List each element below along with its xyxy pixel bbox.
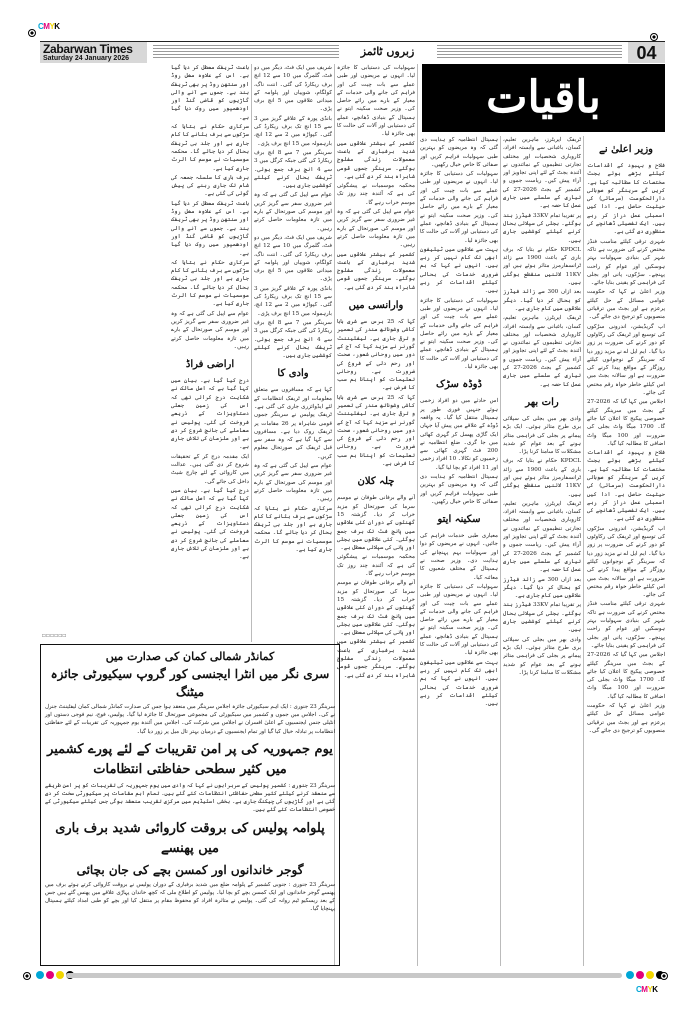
subheading-doda-road: ڈوڈہ سڑک [436,379,482,391]
article-paragraph: آنے والے برفانی طوفان نے موسم سرما کی صورتحال کو مزید خراب کر دیا۔ گزشتہ 15 گھنٹوں کے دوران کئی علاقوں میں پانچ فٹ تک برف جمع ہوگئی۔ کئی علاقوں میں بجلی اور پانی کی سپلائی معطل ہے۔ [337,580,415,637]
masthead-rule-lines [437,45,623,60]
yellow-swatch [56,971,64,979]
article-paragraph: اپ گریڈیشن، اندرونی سڑکوں کی توسیع اور ٹریفک کی رکاوٹوں کو دور کرنے کی ضرورت پر زور دیا گیا۔ ایم ایل اے نے مزید زور دیا کہ سرینگر کے نوجوانوں کیلئے روزگار کے مواقع پیدا کرنے کی ضرورت ہے اور سالانہ بجٹ میں اس کیلئے خاطر خواہ رقم مختص کی جائے۔ [587,525,665,599]
section-banner-title: باقیات [486,72,601,123]
section-banner [422,64,665,132]
article-paragraph: ہسپتال انتظامیہ کو ہدایت دی گئی کہ وہ مریضوں کو بہترین طبی سہولیات فراہم کریں اور صفائی کا خاص خیال رکھیں۔ [420,473,498,505]
cyan-swatch [36,971,44,979]
column-divider [417,64,418,966]
column-divider [251,64,252,642]
column-5 [254,64,332,642]
article-paragraph: عوام سے اپیل کی گئی ہے کہ وہ غیر ضروری سفر سے گریز کریں اور موسم کی صورتحال کے بارے میں تازہ معلومات حاصل کرتے رہیں۔ [254,463,332,503]
newspaper-name: Zabarwan Times [43,41,133,56]
yellow-swatch [646,971,654,979]
article-paragraph: ایک مقدمہ درج کر کے تحقیقات شروع کر دی گئی ہیں۔ عدالت میں کاروائی کے لئے چارج شیٹ داخل کی جائے گی۔ [171,453,249,485]
article-paragraph: ٹریفک اپریٹرز، ماہرین تعلیم، کسان، باغبانی سے وابستہ افراد، کاروباری شخصیات اور مختلف تجارتی تنظیموں کے نمائندوں نے آئندہ بجٹ کے لئے اپنی تجاویز اور آراء پیش کیں۔ ریاست جموں و کشمیر کے بجٹ 2026-27 کی تیاری کے سلسلے میں جاری عمل کا حصہ ہے۔ [503,500,581,574]
article-paragraph: ٹریفک اپریٹرز، ماہرین تعلیم، کسان، باغبانی سے وابستہ افراد، کاروباری شخصیات اور مختلف تجارتی تنظیموں کے نمائندوں نے آئندہ بجٹ کے لئے اپنی تجاویز اور آراء پیش کیں۔ ریاست جموں و کشمیر کے بجٹ 2026-27 کی تیاری کے سلسلے میں جاری عمل کا حصہ ہے۔ [503,315,581,388]
article-paragraph: بانڈی پورہ کے علاقے گریز میں 3 سے 15 انچ تک برف ریکارڈ کی گئی۔ کپواڑہ میں 2 سے 12 انچ، بارہمولہ میں 15 انچ برف پڑی۔ [254,115,332,147]
article-paragraph: سہولیات کی دستیابی کا جائزہ لیا۔ انہوں نے مریضوں اور طبی عملے سے بات چیت کی اور فراہم کی جانے والی خدمات کے معیار کے بارے میں رائے حاصل کی۔ وزیر صحت سکینہ ایتو نے ہسپتال کے بنیادی ڈھانچے، عملے کی دستیابی اور آلات کی حالت کا بھی جائزہ لیا۔ [420,583,498,657]
article-paragraph: بہت سے علاقوں میں ٹیلیفون ابھی تک کام نہیں کر رہے ہیں۔ انہوں نے کہا کہ ہم ضروری خدمات کی بحالی کیلئے اقدامات کر رہے ہیں۔ [420,246,498,295]
article-paragraph: سرینگر میں 7 سے 8 انچ برف ریکارڈ کی گئی جبکہ کرگل میں 3 سے 4 انچ برف جمع ہوئی۔ ٹریفک بحال کرنے کیلئے کوششیں جاری ہیں۔ [254,149,332,190]
article-paragraph: سرینگر میں 7 سے 8 انچ برف ریکارڈ کی گئی جبکہ کرگل میں 3 سے 4 انچ برف جمع ہوئی۔ ٹریفک بحال کرنے کیلئے کوششیں جاری ہیں۔ [254,319,332,360]
article-end-mark: ☐☐☐☐☐☐ [42,632,67,639]
column-4 [337,64,415,966]
magenta-swatch [636,971,644,979]
masthead-left-block [40,42,147,63]
box-article-text: سرینگر 23 جنوری : کشمیر پولیس کے سربراہوں نے کہا کہ وادی میں یوم جمہوریہ کی تقریبات کو پر امن طریقے سے منعقد کرنے کیلئے کثیر سطحی حفاظتی انتظامات کئے گئے ہیں۔ تمام اہم مقامات پر سیکیورٹی سخت کر دی گئی ہے اور گاڑیوں کی چیکنگ جاری ہے۔ بخشی اسٹیڈیم میں مرکزی تقریب منعقد ہوگی جس کیلئے سیکیورٹی کے خصوصی انتظامات کئے گئے ہیں۔ [45,782,335,814]
article-paragraph: درج کیا گیا ہے۔ بیان میں کہا گیا ہے کہ اصل مالک نے شکایت درج کرائی تھی کہ اس کی زمین جعلی دستاویزات کے ذریعے فروخت کی گئی۔ پولیس نے معاملے کی جانچ شروع کر دی ہے اور ملزمان کی تلاش جاری ہے۔ [171,487,249,561]
article-paragraph: ہسپتال انتظامیہ کو ہدایت دی گئی کہ وہ مریضوں کو بہترین طبی سہولیات فراہم کریں اور صفائی کا خاص خیال رکھیں۔ [420,137,498,168]
print-color-bar [66,973,622,978]
box-headline-republic-day: یوم جمہوریہ کی پر امن تقریبات کے لئے پورے کشمیر میں کثیر سطحی حفاظتی انتظامات [47,741,333,777]
article-paragraph: عوام سے اپیل کی گئی ہے کہ وہ غیر ضروری سفر سے گریز کریں اور موسم کی صورتحال کے بارے میں تازہ معلومات حاصل کرتے رہیں۔ [254,192,332,232]
article-paragraph: کہا ہے کہ مسافروں سے متعلق معلومات اور ٹریفک انتظامات کے لئے ایڈوائزری جاری کی گئی ہے۔ ٹریفک پولیس نے سرینگر جموں قومی شاہراہ پر 26 مقامات پر ٹریفک روک دیا ہے۔ مسافروں سے کہا گیا ہے کہ وہ سفر سے قبل ٹریفک کی صورتحال معلوم کریں۔ [254,387,332,460]
issue-date: Saturday 24 January 2026 [43,54,129,62]
article-paragraph: فلاح و بہبود کے اقدامات کیلئے بڑھے ہوئے بجٹ مختصات کا مطالبہ کیا ہے۔ کریں گے سرینگر کو صوبائی دارالحکومت (سرمائی) کی حیثیت حاصل ہے۔ ادا کیں اسمبلی عمل دراز کر رہے ہیں۔ ایک تفصیلی ڈھانچے کی منظوری دی گئی ہے۔ [587,450,665,523]
column-6 [171,64,249,630]
masthead [40,41,665,63]
box-headline-pulwama-police: پلوامہ پولیس کی بروقت کاروائی شدید برف باری میں پھنسے [55,820,325,856]
article-paragraph: سرکاری حکام نے بتایا کہ سڑکوں سے برف ہٹانے کا کام جاری ہے اور جلد ہی ٹریفک بحال کر دیا جائے گا۔ محکمہ موسمیات نے موسم کا الرٹ جاری کیا ہے۔ [254,505,332,554]
article-paragraph: شہری ترقی کیلئے مناسب فنڈز مختص کرنے کی ضرورت ہے تاکہ شہر کی بنیادی سہولیات بہتر ہوسکیں اور عوام کو راحت پہنچے۔ سڑکوں، پانی اور بجلی کی فراہمی کو یقینی بنایا جائے۔ [587,238,665,287]
article-paragraph: محکمہ موسمیات نے پیشگوئی کی ہے کہ آئندہ چند روز تک موسم خراب رہے گا۔ [337,554,415,578]
article-paragraph: شریف میں ایک فٹ، دیگر میں دو فٹ، گلمرگ میں 10 سے 12 انچ برف ریکارڈ کی گئی۔ اننت ناگ، کولگام، شوپیاں اور پلوامہ کے میدانی علاقوں میں 5 انچ برف پڑی۔ [254,234,332,283]
box-article-text: سرینگر 23 جنوری : جنوبی کشمیر کے پلوامہ ضلع میں شدید برفباری کے دوران پولیس نے بروقت کاروائی کرتے ہوئے برف میں پھنسے گوجر خاندانوں اور ایک کمسن بچے کو بچا لیا۔ پولیس کو اطلاع ملی کہ کچھ خاندان پہاڑی علاقے میں پھنس گئے ہیں جس کے بعد ریسکیو ٹیم روانہ کی گئی۔ پولیس نے متاثرہ افراد کو محفوظ مقام پر منتقل کیا اور بچے کو طبی امداد کیلئے ہسپتال پہنچایا گیا۔ [45,881,335,913]
column-divider [500,136,501,966]
article-paragraph: درج کیا گیا ہے۔ بیان میں کہا گیا ہے کہ اصل مالک نے شکایت درج کرائی تھی کہ اس کی زمین جعلی دستاویزات کے ذریعے فروخت کی گئی۔ پولیس نے معاملے کی جانچ شروع کر دی ہے اور ملزمان کی تلاش جاری ہے۔ [171,378,249,451]
article-paragraph: اپ گریڈیشن، اندرونی سڑکوں کی توسیع اور ٹریفک کی رکاوٹوں کو دور کرنے کی ضرورت پر زور دیا گیا۔ ایم ایل اے نے مزید زور دیا کہ سرینگر کے نوجوانوں کیلئے روزگار کے مواقع پیدا کرنے کی ضرورت ہے اور سالانہ بجٹ میں اس کیلئے خاطر خواہ رقم مختص کی جائے۔ [587,323,665,397]
article-paragraph: بعد ازاں 300 سے زائد فیڈرز کو بحال کر دیا گیا۔ دیگر علاقوں میں کام جاری ہے۔ [503,576,581,600]
registration-mark-top-right [650,33,658,41]
article-paragraph: سہولیات کی دستیابی کا جائزہ لیا۔ انہوں نے مریضوں اور طبی عملے سے بات چیت کی اور فراہم کی جانے والی خدمات کے معیار کے بارے میں رائے حاصل کی۔ وزیر صحت سکینہ ایتو نے ہسپتال کے بنیادی ڈھانچے، عملے کی دستیابی اور آلات کی حالت کا بھی جائزہ لیا۔ [420,297,498,371]
article-paragraph: عوام سے اپیل کی گئی ہے کہ وہ غیر ضروری سفر سے گریز کریں اور موسم کی صورتحال کے بارے میں تازہ معلومات حاصل کرتے رہیں۔ [171,310,249,350]
subheading-sakina-itoo: سکینہ ایتو [437,514,481,526]
column-3 [420,136,498,966]
article-paragraph: کہا کہ 25 برس سے شری بابا کاشی وشوناتھ مندر کی تعمیر و ترقی جاری ہے۔ لیفٹیننٹ گورنر نے مزید کہا کہ آج کے دور میں روحانی شعور، صحت اور رحم دلی کے فروغ کی ضرورت ہے۔ روحانی تعلیمات کو اپنانا ہم سب کا فرض ہے۔ [337,319,415,392]
article-paragraph: محکمہ موسمیات نے پیشگوئی کی ہے کہ آئندہ چند روز تک موسم خراب رہے گا۔ [337,183,415,206]
headline-chief-minister: وزیر اعلیٰ نے [599,144,653,155]
subheading-land-fraud: اراضی فراڈ [185,359,235,371]
subheading-night: رات بھر [525,396,559,408]
article-paragraph: KPDCL حکام نے بتایا کہ برف باری کے باعث 1900 سے زائد ٹرانسفارمرز متاثر ہوئے ہیں اور 11KV لائنیں منقطع ہوگئی ہیں۔ [503,246,581,287]
column-2 [503,136,581,966]
box-headline-gujjar-families: گوجر خاندانوں اور کمسن بچے کی جان بچائی [76,862,304,877]
article-paragraph: برف باری کا سلسلہ جمعہ کی شام تک جاری رہنے کی پیش گوئی کی گئی ہے۔ [171,174,249,198]
article-paragraph: سرکاری حکام نے بتایا کہ سڑکوں سے برف ہٹانے کا کام جاری ہے اور جلد ہی ٹریفک بحال کر دیا جائے گا۔ محکمہ موسمیات نے موسم کا الرٹ جاری کیا ہے۔ [171,124,249,172]
article-paragraph: بعد ازاں 300 سے زائد فیڈرز کو بحال کر دیا گیا۔ دیگر علاقوں میں کام جاری ہے۔ [503,289,581,312]
color-swatches-right [626,971,664,979]
article-paragraph: بانڈی پورہ کے علاقے گریز میں 3 سے 15 انچ تک برف ریکارڈ کی گئی۔ کپواڑہ میں 2 سے 12 انچ، بارہمولہ میں 15 انچ برف پڑی۔ [254,285,332,317]
magenta-swatch [46,971,54,979]
cyan-swatch [626,971,634,979]
article-paragraph: سہولیات کی دستیابی کا جائزہ لیا۔ انہوں نے مریضوں اور طبی عملے سے بات چیت کی اور فراہم کی جانے والی خدمات کے معیار کے بارے میں رائے حاصل کی۔ وزیر صحت سکینہ ایتو نے ہسپتال کے بنیادی ڈھانچے، عملے کی دستیابی اور آلات کی حالت کا بھی جائزہ لیا۔ [420,171,498,244]
subheading-chillai-kalan: چلہ کلان [357,476,395,488]
article-paragraph: سہولیات کی دستیابی کا جائزہ لیا۔ انہوں نے مریضوں اور طبی عملے سے بات چیت کی اور فراہم کی جانے والی خدمات کے معیار کے بارے میں رائے حاصل کی۔ وزیر صحت سکینہ ایتو نے ہسپتال کے بنیادی ڈھانچے، عملے کی دستیابی اور آلات کی حالت کا بھی جائزہ لیا۔ [337,65,415,138]
cmyk-label-top: CMYK [38,22,60,31]
registration-mark-top-left [28,29,36,37]
subheading-varanasi: وارانسی میں [348,300,404,312]
article-paragraph: اجلاس میں کہا گیا کہ 2026-27 کے بجٹ میں سرینگر کیلئے خصوصی پیکیج کا اعلان کیا جائے گا۔ 1700 میگا واٹ بجلی کی ضرورت اور 100 میگا واٹ اضافی کا مطالبہ کیا گیا۔ [587,652,665,700]
article-paragraph: ٹریفک اپریٹرز، ماہرین تعلیم، کسان، باغبانی سے وابستہ افراد، کاروباری شخصیات اور مختلف تجارتی تنظیموں کے نمائندوں نے آئندہ بجٹ کے لئے اپنی تجاویز اور آراء پیش کیں۔ ریاست جموں و کشمیر کے بجٹ 2026-27 کی تیاری کے سلسلے میں جاری عمل کا حصہ ہے۔ [503,137,581,210]
article-paragraph: کشمیر کے بیشتر علاقوں میں شدید برفباری کے باعث معمولات زندگی مفلوج ہوگئے۔ سرینگر جموں قومی شاہراہ بند کر دی گئی ہے۔ [337,140,415,180]
article-paragraph: KPDCL حکام نے بتایا کہ برف باری کے باعث 1900 سے زائد ٹرانسفارمرز متاثر ہوئے ہیں اور 11KV لائنیں منقطع ہوگئی ہیں۔ [503,458,581,498]
article-paragraph: بہت سے علاقوں میں ٹیلیفون ابھی تک کام نہیں کر رہے ہیں۔ انہوں نے کہا کہ ہم ضروری خدمات کی بحالی کیلئے اقدامات کر رہے ہیں۔ [420,659,498,708]
article-paragraph: اس حادثے میں دو افراد زخمی ہوئے جنہیں فوری طور پر ہسپتال منتقل کیا گیا۔ یہ واقعہ ڈوڈہ کے علاقے میں پیش آیا جہاں ایک گاڑی پھسل کر گہری کھائی میں جا گری۔ ضلع انتظامیہ نے 200 فٹ گہری کھائی سے زخمیوں کو نکالا۔ 10 افراد زخمی اور 11 افراد کو بچا لیا گیا۔ [420,398,498,471]
article-paragraph: شریف میں ایک فٹ، دیگر میں دو فٹ، گلمرگ میں 10 سے 12 انچ برف ریکارڈ کی گئی۔ اننت ناگ، کولگام، شوپیاں اور پلوامہ کے میدانی علاقوں میں 5 انچ برف پڑی۔ [254,65,332,113]
registration-mark-bottom-left [23,972,31,980]
box-headline-commander: کمانڈر شمالی کمان کی صدارت میں [105,650,275,663]
article-paragraph: وادی بھر میں بجلی کی سپلائی بری طرح متاثر ہوئی۔ ایک بڑے پیمانے پر بجلی کی فراہمی متاثر ہونے کے بعد عوام کو شدید مشکلات کا سامنا کرنا پڑا۔ [503,636,581,676]
article-paragraph: وادی بھر میں بجلی کی سپلائی بری طرح متاثر ہوئی۔ ایک بڑے پیمانے پر بجلی کی فراہمی متاثر ہونے کے بعد عوام کو شدید مشکلات کا سامنا کرنا پڑا۔ [503,415,581,456]
article-paragraph: معیاری طبی خدمات فراہم کی جائیں۔ انہوں نے مریضوں کو دوا اور سہولیات بہم پہنچانے کی ہدایت دی۔ وزیر صحت نے ہسپتال کے مختلف شعبوں کا معائنہ کیا۔ [420,533,498,581]
cmyk-label-bottom: CMYK [636,985,658,994]
article-paragraph: کشمیر کے بیشتر علاقوں میں شدید برفباری کے باعث معمولات زندگی مفلوج ہوگئے۔ سرینگر جموں قومی شاہراہ بند کر دی گئی ہے۔ [337,639,415,679]
article-paragraph: سرکاری حکام نے بتایا کہ سڑکوں سے برف ہٹانے کا کام جاری ہے اور جلد ہی ٹریفک بحال کر دیا جائے گا۔ محکمہ موسمیات نے موسم کا الرٹ جاری کیا ہے۔ [171,259,249,308]
box-headline-security-meeting: سری نگر میں انٹرا ایجنسی کور گروپ سیکیورٹی جائزہ میٹنگ [50,667,330,699]
article-paragraph: کشمیر کے بیشتر علاقوں میں شدید برفباری کے باعث معمولات زندگی مفلوج ہوگئے۔ سرینگر جموں قومی شاہراہ بند کر دی گئی ہے۔ [337,251,415,291]
article-paragraph: فلاح و بہبود کے اقدامات کیلئے بڑھے ہوئے بجٹ مختصات کا مطالبہ کیا ہے۔ کریں گے سرینگر کو صوبائی دارالحکومت (سرمائی) کی حیثیت حاصل ہے۔ ادا کیں اسمبلی عمل دراز کر رہے ہیں۔ ایک تفصیلی ڈھانچے کی منظوری دی گئی ہے۔ [587,163,665,236]
registration-mark-bottom-right [660,972,668,980]
column-1 [587,136,665,966]
article-paragraph: عوام سے اپیل کی گئی ہے کہ وہ غیر ضروری سفر سے گریز کریں اور موسم کی صورتحال کے بارے میں تازہ معلومات حاصل کرتے رہیں۔ [337,209,415,249]
article-paragraph: پر تقریبا تمام 33KV فیڈرز بند ہوگئے۔ بجلی کی سپلائی بحال کرنے کیلئے کوششیں جاری ہیں۔ [503,212,581,244]
article-paragraph: آنے والے برفانی طوفان نے موسم سرما کی صورتحال کو مزید خراب کر دیا۔ گزشتہ 15 گھنٹوں کے دوران کئی علاقوں میں پانچ فٹ تک برف جمع ہوگئی۔ کئی علاقوں میں بجلی اور پانی کی سپلائی معطل ہے۔ [337,495,415,552]
article-paragraph: اجلاس میں کہا گیا کہ 2026-27 کے بجٹ میں سرینگر کیلئے خصوصی پیکیج کا اعلان کیا جائے گا۔ 1700 میگا واٹ بجلی کی ضرورت اور 100 میگا واٹ اضافی کا مطالبہ کیا گیا۔ [587,399,665,447]
article-paragraph: باعث ٹریفک معطل کر دیا گیا ہے۔ اس کے علاوہ مغل روڈ اور سنتھن روڈ پر بھی ٹریفک بند ہے۔ جموں سے آنے والی گاڑیوں کو قاضی گنڈ اور اودھمپور میں روک دیا گیا ہے۔ [171,65,249,121]
masthead-rule-lines [153,45,339,60]
column-divider [583,136,584,966]
page-content [40,64,665,966]
article-paragraph: باعث ٹریفک معطل کر دیا گیا ہے۔ اس کے علاوہ مغل روڈ اور سنتھن روڈ پر بھی ٹریفک بند ہے۔ جموں سے آنے والی گاڑیوں کو قاضی گنڈ اور اودھمپور میں روک دیا گیا ہے۔ [171,200,249,257]
newspaper-urdu-logo: زبروں ٹائمز [360,45,415,58]
article-paragraph: شہری ترقی کیلئے مناسب فنڈز مختص کرنے کی ضرورت ہے تاکہ شہر کی بنیادی سہولیات بہتر ہوسکیں اور عوام کو راحت پہنچے۔ سڑکوں، پانی اور بجلی کی فراہمی کو یقینی بنایا جائے۔ [587,601,665,649]
boxed-news-section [40,644,340,966]
page-number: 04 [628,42,665,63]
article-paragraph: وزیر اعلیٰ نے کہا کہ حکومت عوامی مسائل کے حل کیلئے پرعزم ہے اور بجٹ میں ترقیاتی منصوبوں کو ترجیح دی جائے گی۔ [587,703,665,734]
subheading-valley: وادی کا [277,368,309,380]
article-paragraph: وزیر اعلیٰ نے کہا کہ حکومت عوامی مسائل کے حل کیلئے پرعزم ہے اور بجٹ میں ترقیاتی منصوبوں کو ترجیح دی جائے گی۔ [587,289,665,321]
article-paragraph: کہا کہ 25 برس سے شری بابا کاشی وشوناتھ مندر کی تعمیر و ترقی جاری ہے۔ لیفٹیننٹ گورنر نے مزید کہا کہ آج کے دور میں روحانی شعور، صحت اور رحم دلی کے فروغ کی ضرورت ہے۔ روحانی تعلیمات کو اپنانا ہم سب کا فرض ہے۔ [337,394,415,468]
article-paragraph: پر تقریبا تمام 33KV فیڈرز بند ہوگئے۔ بجلی کی سپلائی بحال کرنے کیلئے کوششیں جاری ہیں۔ [503,602,581,634]
box-article-text: سرینگر 23 جنوری : ایک اہم سیکیورٹی جائزہ اجلاس سرینگر میں منعقد ہوا جس کی صدارت کمانڈر شمالی کمان لیفٹیننٹ جنرل نے کی۔ اجلاس میں جموں و کشمیر میں سیکیورٹی کی مجموعی صورتحال کا جائزہ لیا گیا۔ پولیس، فوج، نیم فوجی دستوں اور انٹیلی جنس ایجنسیوں کے اعلیٰ افسران نے اجلاس میں شرکت کی۔ اجلاس میں آئندہ یوم جمہوریہ کی تقریبات کے لئے حفاظتی انتظامات پر تبادلہ خیال کیا گیا اور تمام ایجنسیوں کے درمیان بہتر تال میل پر زور دیا گیا۔ [45,704,335,735]
